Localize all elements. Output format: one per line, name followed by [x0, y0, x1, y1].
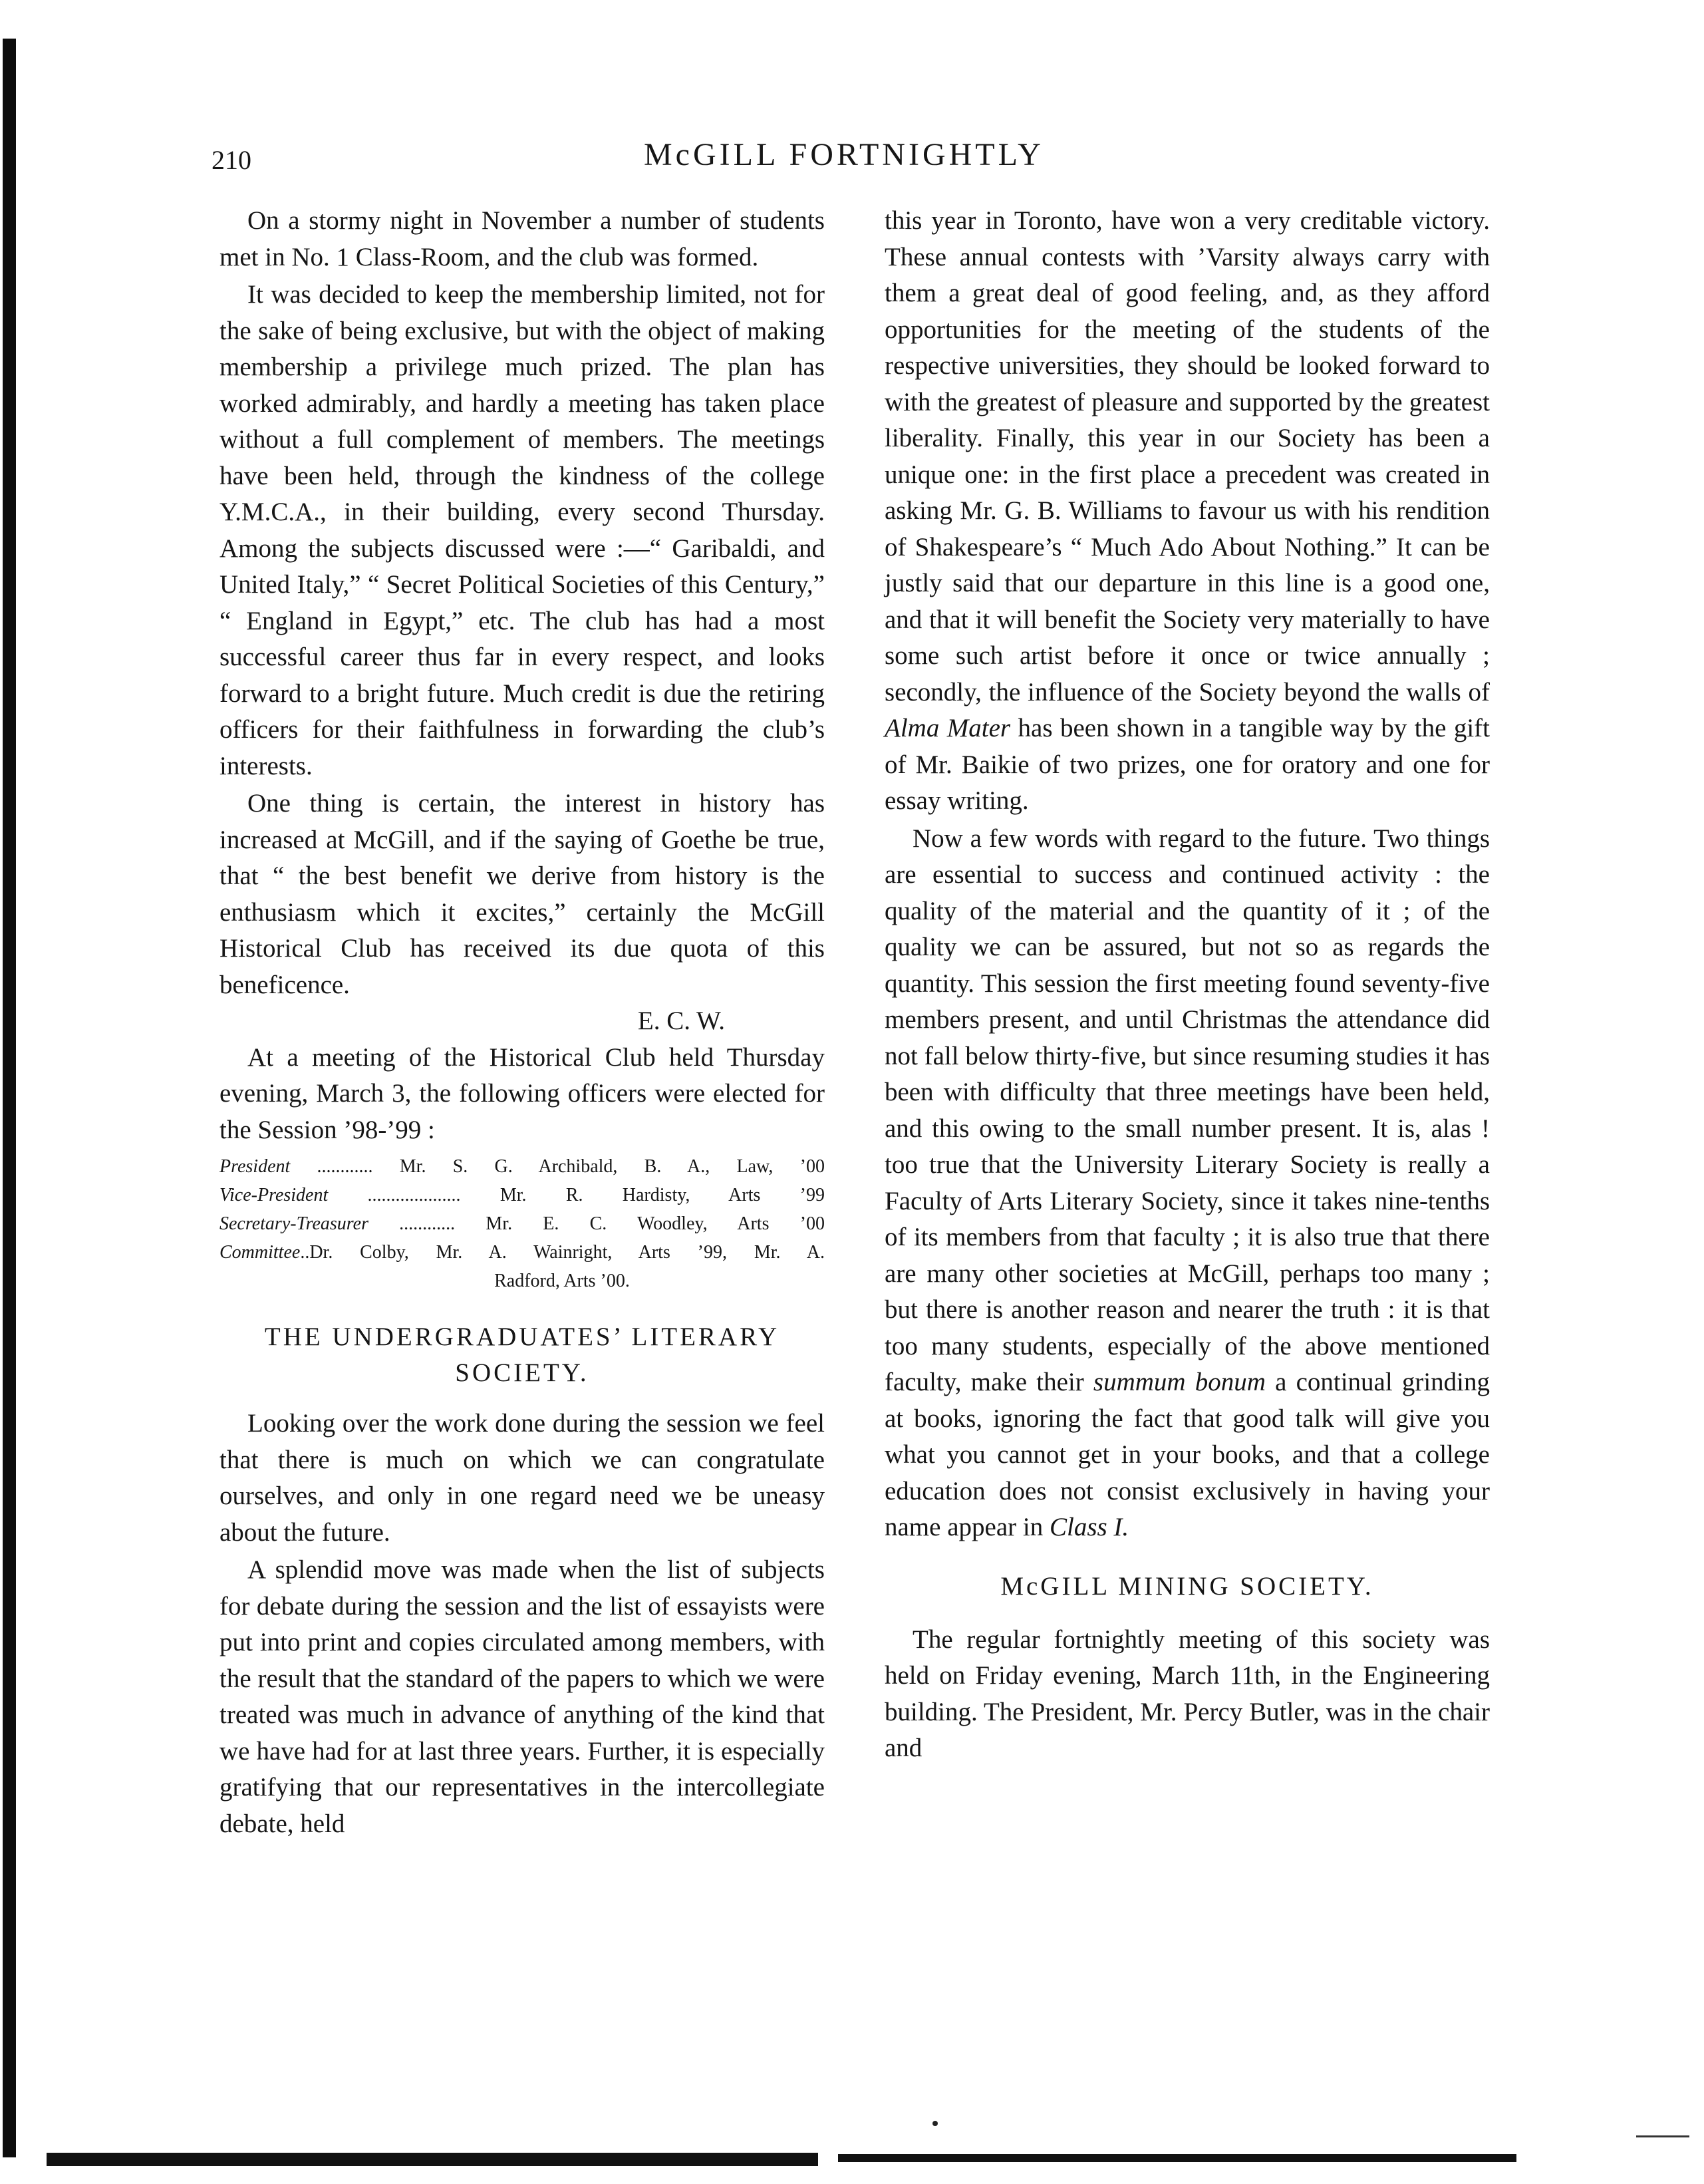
- officer-name: Mr. R. Hardisty, Arts ’99: [499, 1185, 825, 1205]
- page-header: [212, 136, 1502, 190]
- officer-role: Secretary-Treasurer: [219, 1213, 368, 1234]
- right-column: [885, 203, 1490, 1767]
- officer-row: [219, 1238, 825, 1267]
- officer-name: Mr. S. G. Archibald, B. A., Law, ’00: [399, 1156, 825, 1177]
- officer-role: Vice-President: [219, 1185, 329, 1205]
- officer-row: [219, 1152, 825, 1181]
- page-number: 210: [212, 145, 251, 175]
- italic-phrase: summum bonum: [1093, 1368, 1266, 1396]
- paragraph: It was decided to keep the membership limited, not for the sake of being exclusive, but with the object of making membership a privilege much prized. The plan has worked admirably, and hardly a meeting has taken place without a full complement of members. The meetings have been held, through the kindness of the college Y.M.C.A., in their building, every second Thursday. Among the subjects discussed were :—“ Garibaldi, and United Italy,” “ Secret Political Societies of this Century,” “ England in Egypt,” etc. The club has had a most successful career thus far in every respect, and looks forward to a bright future. Much credit is due the retiring officers for their faithfulness in forwarding the club’s interests.: [219, 280, 825, 780]
- text-run: has been shown in a tangible way by the gift of Mr. Baikie of two prizes, one for oratory and one for essay writing.: [885, 714, 1491, 815]
- text-run: Now a few words with regard to the future. Two things are essential to success and continued activity : the quality of the material and the quantity of it ; of the quality we can be assured, but not so as regards the quantity. This session the first meeting found seventy-five members present, and until Christmas the attendance did not fall below thirty-five, but since resuming studies it has been with difficulty that three meetings have been held, and this owing to the small number present. It is, alas ! too true that the University Literary Society is really a Faculty of Arts Literary Society, since it takes nine-tenths of its members from that faculty ; it is also true that there are many other societies at McGill, perhaps too many ; but there is another reason and nearer the truth : it is that too many students, especially of the above mentioned faculty, make their: [885, 824, 1490, 1396]
- bottom-rule: [1636, 2135, 1689, 2137]
- election-paragraph: At a meeting of the Historical Club held Thursday evening, March 3, the following officers were elected for the Session ’98-’99 :: [219, 1042, 825, 1144]
- officer-name: Mr. E. C. Woodley, Arts ’00: [486, 1213, 825, 1234]
- bottom-rule: [47, 2153, 818, 2166]
- section-heading: THE UNDERGRADUATES’ LITERARY SOCIETY.: [264, 1323, 780, 1387]
- officer-role: Committee: [219, 1242, 301, 1263]
- officer-row-continuation: Radford, Arts ’00.: [494, 1271, 630, 1291]
- paragraph: Looking over the work done during the session we feel that there is much on which we can congratulate ourselves, and only in one regard need we be uneasy about the future.: [219, 1409, 825, 1547]
- paragraph: On a stormy night in November a number of students met in No. 1 Class-Room, and the club was formed.: [219, 206, 825, 271]
- bottom-rule: [838, 2154, 1516, 2162]
- section-heading: McGILL MINING SOCIETY.: [1000, 1571, 1374, 1601]
- officer-role: President: [219, 1156, 291, 1177]
- officer-row: [219, 1181, 825, 1209]
- officer-name: Dr. Colby, Mr. A. Wainright, Arts ’99, Mr. A.: [309, 1242, 825, 1263]
- running-title: McGILL FORTNIGHTLY: [644, 137, 1044, 172]
- paragraph: The regular fortnightly meeting of this society was held on Friday evening, March 11th, in the Engineering building. The President, Mr. Percy Butler, was in the chair and: [885, 1625, 1490, 1762]
- text-run: a continual grinding at books, ignoring the fact that good talk will give you what you cannot get in your books, and that a college education does not consist exclusively in having your name appear in: [885, 1368, 1491, 1541]
- left-column: [219, 203, 825, 1842]
- dot-leader: ....................: [328, 1185, 461, 1205]
- paragraph: [885, 203, 1490, 820]
- dot-leader: ............: [368, 1213, 456, 1234]
- dot-leader: ............: [290, 1156, 373, 1177]
- paragraph: A splendid move was made when the list of subjects for debate during the session and the list of essayists were put into print and copies circulated among members, with the result that the standard of the papers to which we were treated was much in advance of anything of the kind that we have had for at last three years. Further, it is especially gratifying that our representatives in the intercollegiate debate, held: [219, 1555, 825, 1838]
- scan-speck: [932, 2121, 938, 2126]
- scan-border: [3, 39, 16, 2157]
- italic-phrase: Alma Mater: [885, 714, 1011, 742]
- paragraph: [885, 821, 1490, 1546]
- text-run: this year in Toronto, have won a very creditable victory. These annual contests with ’Varsity always carry with them a great deal of good feeling, and, as they afford opportunities for the meeting of the students of the respective universities, they should be looked forward to with the greatest of pleasure and supported by the greatest liberality. Finally, this year in our Society has been a unique one: in the first place a precedent was created in asking Mr. G. B. Williams to favour us with his rendition of Shakespeare’s “ Much Ado About Nothing.” It can be justly said that our departure in this line is a good one, and that it will benefit the Society very materially to have some such artist before it once or twice annually ; secondly, the influence of the Society beyond the walls of: [885, 206, 1490, 706]
- officer-row: [219, 1209, 825, 1238]
- officers-list: [219, 1152, 825, 1295]
- paragraph: One thing is certain, the interest in history has increased at McGill, and if the saying of Goethe be true, that “ the best benefit we derive from history is the enthusiasm which it excites,” certainly the McGill Historical Club has received its due quota of this beneficence.: [219, 789, 825, 999]
- italic-phrase: Class I.: [1049, 1513, 1129, 1541]
- signature: E. C. W.: [637, 1007, 725, 1035]
- dot-leader: ..: [300, 1242, 310, 1263]
